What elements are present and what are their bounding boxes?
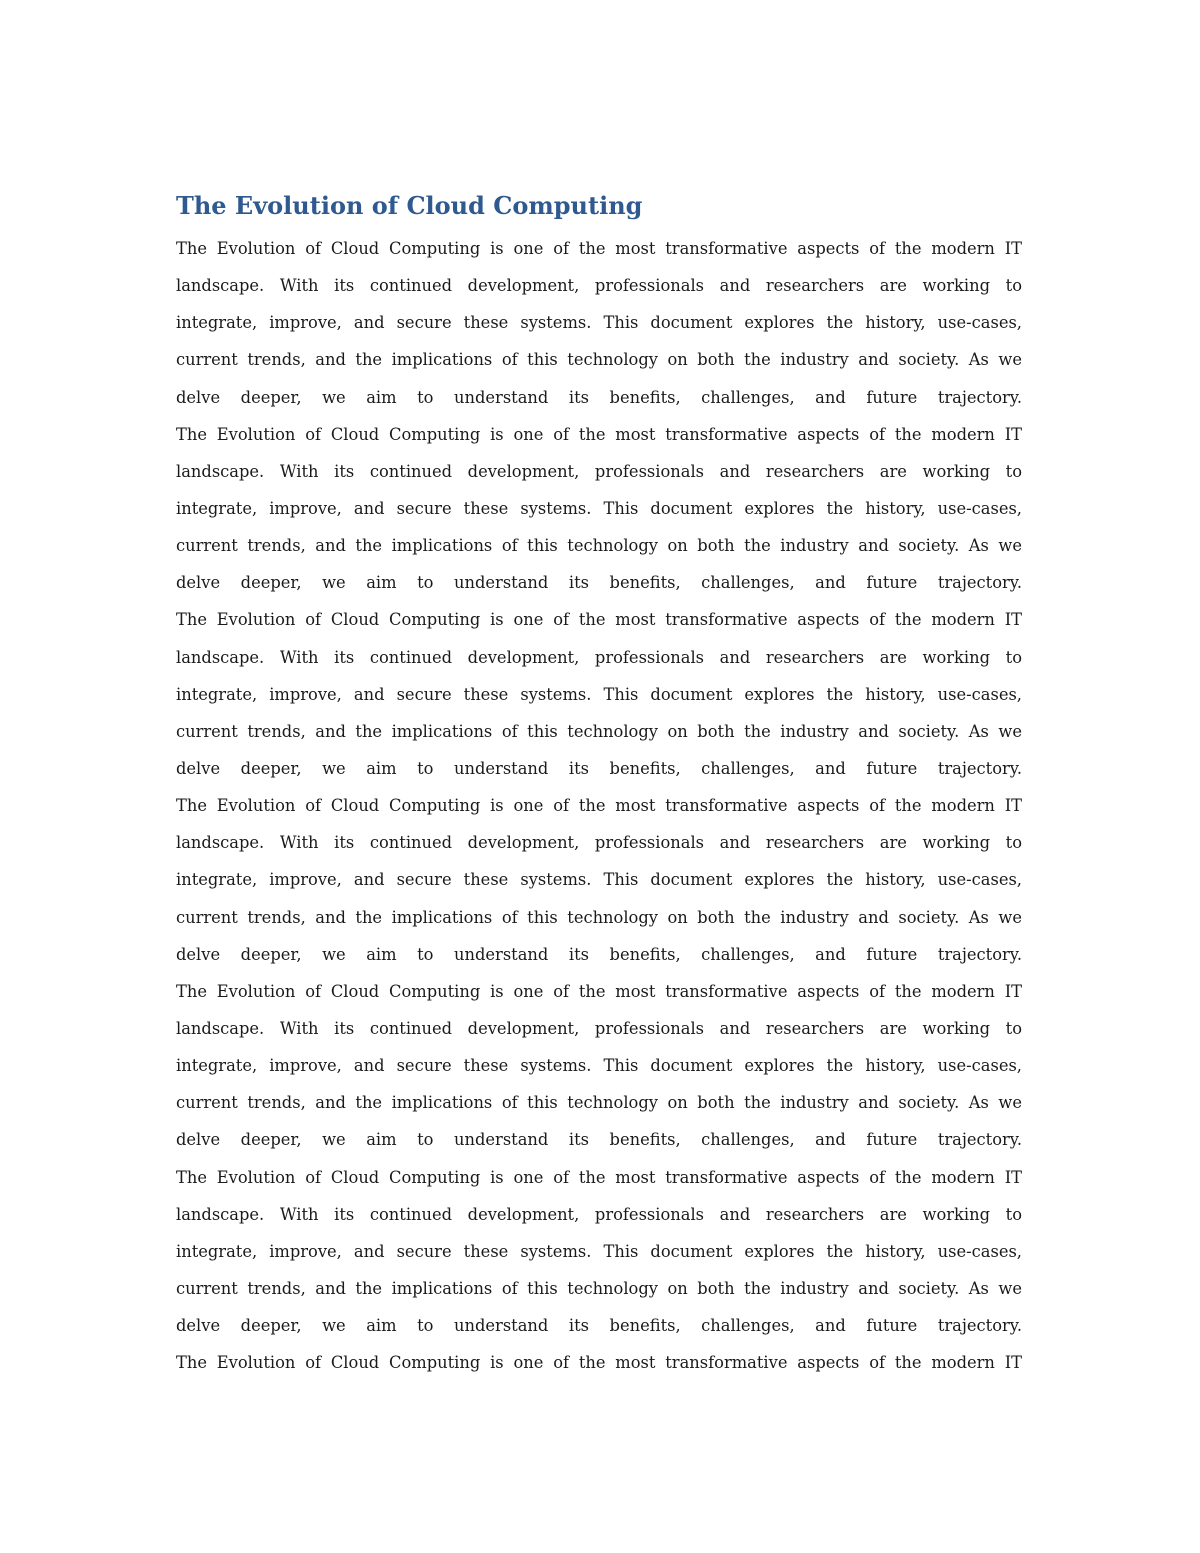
body-text-line: landscape. With its continued development, professionals and researchers are working to <box>176 276 1022 296</box>
body-text-line: delve deeper, we aim to understand its benefits, challenges, and future trajectory. <box>176 1130 1022 1150</box>
body-text-line: integrate, improve, and secure these systems. This document explores the history, use-cases, <box>176 684 1022 704</box>
body-text-line: The Evolution of Cloud Computing is one of the most transformative aspects of the modern IT <box>176 1353 1022 1373</box>
body-text-line: landscape. With its continued development, professionals and researchers are working to <box>176 1018 1022 1038</box>
body-text-line: delve deeper, we aim to understand its benefits, challenges, and future trajectory. <box>176 573 1022 593</box>
body-text-line: integrate, improve, and secure these systems. This document explores the history, use-cases, <box>176 870 1022 890</box>
body-text-line: current trends, and the implications of this technology on both the industry and society. As we <box>176 1093 1022 1113</box>
body-text-line: landscape. With its continued development, professionals and researchers are working to <box>176 1204 1022 1224</box>
body-text-line: delve deeper, we aim to understand its benefits, challenges, and future trajectory. <box>176 758 1022 778</box>
body-text-line: current trends, and the implications of this technology on both the industry and society. As we <box>176 907 1022 927</box>
body-text-line: The Evolution of Cloud Computing is one of the most transformative aspects of the modern IT <box>176 796 1022 816</box>
body-text-line: The Evolution of Cloud Computing is one of the most transformative aspects of the modern IT <box>176 610 1022 630</box>
body-text-line: landscape. With its continued development, professionals and researchers are working to <box>176 461 1022 481</box>
body-text-line: integrate, improve, and secure these systems. This document explores the history, use-cases, <box>176 313 1022 333</box>
body-text-line: integrate, improve, and secure these systems. This document explores the history, use-cases, <box>176 1056 1022 1076</box>
body-text-line: delve deeper, we aim to understand its benefits, challenges, and future trajectory. <box>176 1316 1022 1336</box>
body-text-line: The Evolution of Cloud Computing is one of the most transformative aspects of the modern IT <box>176 239 1022 258</box>
body-text-line: current trends, and the implications of this technology on both the industry and society. As we <box>176 350 1022 370</box>
body-text-line: delve deeper, we aim to understand its benefits, challenges, and future trajectory. <box>176 387 1022 407</box>
body-text-line: The Evolution of Cloud Computing is one of the most transformative aspects of the modern IT <box>176 1167 1022 1187</box>
body-text-line: current trends, and the implications of this technology on both the industry and society. As we <box>176 721 1022 741</box>
body-text-line: landscape. With its continued development, professionals and researchers are working to <box>176 833 1022 853</box>
document-body <box>176 230 1022 1381</box>
body-text-line: current trends, and the implications of this technology on both the industry and society. As we <box>176 536 1022 556</box>
body-text-line: delve deeper, we aim to understand its benefits, challenges, and future trajectory. <box>176 944 1022 964</box>
body-text-line: current trends, and the implications of this technology on both the industry and society. As we <box>176 1278 1022 1298</box>
body-text-line: The Evolution of Cloud Computing is one of the most transformative aspects of the modern IT <box>176 981 1022 1001</box>
body-text-line: landscape. With its continued development, professionals and researchers are working to <box>176 647 1022 667</box>
body-text-line: integrate, improve, and secure these systems. This document explores the history, use-cases, <box>176 1241 1022 1261</box>
body-text-line: The Evolution of Cloud Computing is one of the most transformative aspects of the modern IT <box>176 424 1022 444</box>
document-title: The Evolution of Cloud Computing <box>176 191 643 220</box>
body-text-line: integrate, improve, and secure these systems. This document explores the history, use-cases, <box>176 498 1022 518</box>
